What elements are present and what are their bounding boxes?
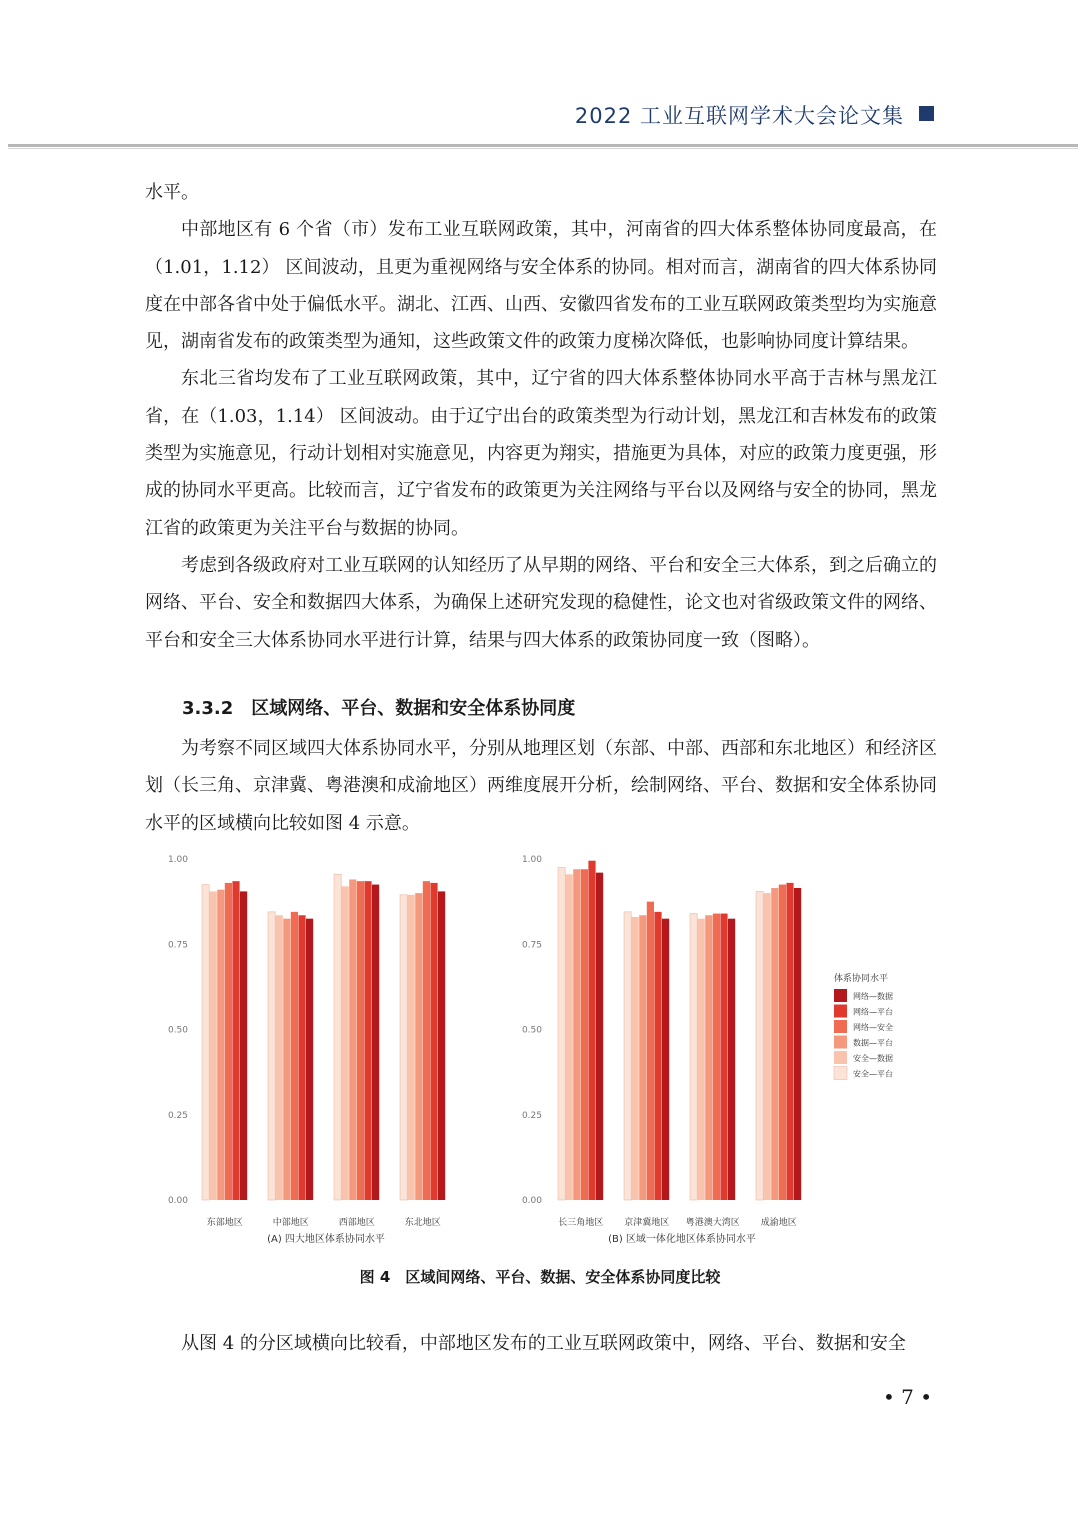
bar [334, 874, 341, 1200]
legend-label: 网络—数据 [853, 992, 893, 1001]
legend-swatch [834, 1020, 847, 1033]
bar [217, 890, 224, 1200]
x-tick-label: 西部地区 [338, 1218, 375, 1228]
bar [210, 891, 217, 1200]
bar [558, 868, 565, 1200]
bar [779, 885, 786, 1200]
legend-swatch [834, 1036, 847, 1049]
bar [662, 919, 669, 1200]
bar [771, 888, 778, 1200]
page-header [0, 98, 1080, 134]
y-tick-label: 0.50 [167, 1025, 188, 1036]
legend-swatch [834, 1051, 847, 1064]
paragraph-continued: 水平。 [145, 182, 199, 203]
bar [268, 912, 275, 1200]
figure-caption: 图 4 区域间网络、平台、数据、安全体系协同度比较 [359, 1268, 721, 1286]
bar [581, 869, 588, 1200]
bar [794, 888, 801, 1200]
y-tick-label: 0.50 [521, 1025, 542, 1036]
bar [423, 881, 430, 1200]
panel-subtitle: (B) 区域一体化地区体系协同水平 [608, 1234, 756, 1245]
paragraph-robustness: 考虑到各级政府对工业互联网的认知经历了从早期的网络、平台和安全三大体系，到之后确立的网络、平台、安全和数据四大体系，为确保上述研究发现的稳健性，论文也对省级政策文件的网络、平台和安全三大体系协同水平进行计算，结果与四大体系的政策协同度一致（图略）。 [145, 554, 937, 651]
legend-label: 网络—平台 [853, 1007, 893, 1017]
bar [786, 883, 793, 1200]
paragraph-final-text: 从图 4 的分区域横向比较看，中部地区发布的工业互联网政策中，网络、平台、数据和安全 [181, 1333, 906, 1354]
y-tick-label: 0.00 [521, 1196, 542, 1206]
y-tick-label: 0.75 [167, 940, 188, 951]
bar [596, 873, 603, 1200]
bar [408, 895, 415, 1200]
bar [647, 902, 654, 1200]
page-number: • 7 • [882, 1385, 932, 1409]
bar [632, 917, 639, 1200]
bar [713, 914, 720, 1200]
bar [588, 861, 595, 1200]
bar [372, 885, 379, 1200]
bar [566, 874, 573, 1200]
bar [298, 915, 305, 1200]
header-square-mark [919, 106, 934, 121]
y-tick-label: 1.00 [521, 855, 542, 865]
figure-4-svg [150, 845, 930, 1245]
x-tick-label: 粤港澳大湾区 [685, 1218, 740, 1228]
bar [364, 881, 371, 1200]
legend-label: 安全—数据 [853, 1054, 893, 1063]
bar [705, 915, 712, 1200]
body-text-after-heading [145, 730, 937, 842]
bar [639, 915, 646, 1200]
legend-label: 网络—安全 [853, 1023, 893, 1032]
x-tick-label: 东北地区 [404, 1218, 441, 1228]
bar [225, 883, 232, 1200]
bar [728, 919, 735, 1200]
legend-title: 体系协同水平 [834, 974, 889, 984]
panel-subtitle: (A) 四大地区体系协同水平 [267, 1234, 385, 1245]
bar [698, 919, 705, 1200]
legend-label: 数据—平台 [853, 1038, 893, 1048]
bar [291, 912, 298, 1200]
bar [202, 885, 209, 1200]
bar [342, 886, 349, 1200]
paragraph-central-region: 中部地区有 6 个省（市）发布工业互联网政策，其中，河南省的四大体系整体协同度最高，在（1.01，1.12） 区间波动，且更为重视网络与安全体系的协同。相对而言，湖南省的四大体系协同度在中部各省中处于偏低水平。湖北、江西、山西、安徽四省发布的工业互联网政策类型均为实施意见，湖南省发布的政策类型为通知，这些政策文件的政策力度梯次降低，也影响协同度计算结果。 [145, 219, 937, 353]
bar [232, 881, 239, 1200]
bar [720, 914, 727, 1200]
x-tick-label: 成渝地区 [760, 1218, 797, 1228]
figure-4 [150, 845, 930, 1245]
paragraph-northeast-region: 东北三省均发布了工业互联网政策，其中，辽宁省的四大体系整体协同水平高于吉林与黑龙江省，在（1.03，1.14） 区间波动。由于辽宁出台的政策类型为行动计划，黑龙江和吉林发布的政策类型为实施意见，行动计划相对实施意见，内容更为翔实，措施更为具体，对应的政策力度更强，形成的协同水平更高。比较而言，辽宁省发布的政策更为关注网络与平台以及网络与安全的协同，黑龙江省的政策更为关注平台与数据的协同。 [145, 368, 937, 539]
bar [415, 893, 422, 1200]
bar [357, 881, 364, 1200]
x-tick-label: 长三角地区 [558, 1218, 604, 1228]
x-tick-label: 中部地区 [272, 1218, 309, 1228]
bar [276, 915, 283, 1200]
header-rule-thin [8, 148, 1078, 149]
section-heading: 3.3.2 区域网络、平台、数据和安全体系协同度 [182, 698, 576, 719]
journal-title: 2022 工业互联网学术大会论文集 [574, 104, 904, 128]
bar [240, 891, 247, 1200]
bar [306, 919, 313, 1200]
bar [283, 919, 290, 1200]
header-rule [8, 144, 1078, 147]
legend-swatch [834, 1005, 847, 1018]
legend-swatch [834, 989, 847, 1002]
paragraph-figure-intro: 为考察不同区域四大体系协同水平，分别从地理区划（东部、中部、西部和东北地区）和经济区划（长三角、京津冀、粤港澳和成渝地区）两维度展开分析，绘制网络、平台、数据和安全体系协同水平的区域横向比较如图 4 示意。 [145, 738, 937, 834]
bar [654, 912, 661, 1200]
legend-swatch [834, 1067, 847, 1080]
bar [400, 895, 407, 1200]
bar [690, 914, 697, 1200]
bar [573, 869, 580, 1200]
bar [756, 891, 763, 1200]
x-tick-label: 东部地区 [206, 1218, 243, 1228]
y-tick-label: 0.25 [167, 1110, 188, 1121]
legend-label: 安全—平台 [853, 1069, 893, 1079]
y-tick-label: 0.75 [521, 940, 542, 951]
y-tick-label: 0.00 [167, 1196, 188, 1206]
bar [624, 912, 631, 1200]
bar [764, 893, 771, 1200]
x-tick-label: 京津冀地区 [624, 1218, 670, 1228]
bar [430, 883, 437, 1200]
y-tick-label: 1.00 [167, 855, 188, 865]
body-text-top [145, 174, 937, 659]
bar [349, 879, 356, 1200]
bar [438, 891, 445, 1200]
y-tick-label: 0.25 [521, 1110, 542, 1121]
paragraph-final [145, 1325, 937, 1362]
